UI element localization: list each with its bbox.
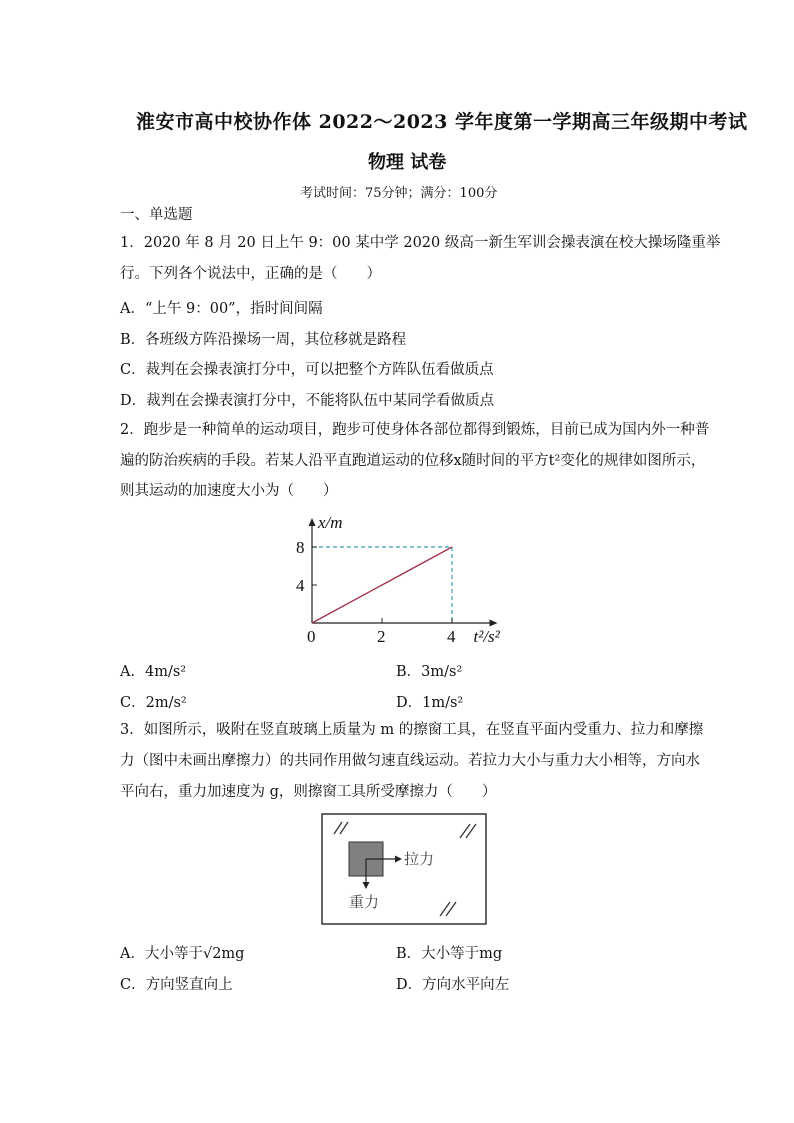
question-3-option-a: A．大小等于√2mg: [120, 946, 245, 962]
question-2-option-c: C．2m/s²: [120, 695, 187, 711]
section-label: 一、单选题: [120, 207, 193, 223]
question-1-line-2: 行。下列各个说法中，正确的是（ ）: [120, 266, 381, 282]
x-axis-arrow: [490, 620, 498, 627]
question-3-option-c: C．方向竖直向上: [120, 977, 233, 993]
question-2-option-b: B．3m/s²: [396, 664, 463, 680]
exam-title: 淮安市高中校协作体 2022～2023 学年度第一学期高三年级期中考试: [136, 111, 748, 133]
x-tick-label: 4: [447, 627, 456, 646]
exam-info: 考试时间：75分钟；满分：100分: [300, 186, 498, 201]
question-3-option-d: D．方向水平向左: [396, 977, 510, 993]
glass-pane: [322, 814, 486, 924]
question-1-option-c: C．裁判在会操表演打分中，可以把整个方阵队伍看做质点: [120, 362, 494, 378]
question-2-option-a: A．4m/s²: [120, 664, 187, 680]
question-2-line-3: 则其运动的加速度大小为（ ）: [120, 483, 338, 499]
y-axis-arrow: [309, 518, 316, 526]
pull-label: 拉力: [404, 852, 435, 868]
gravity-label: 重力: [349, 895, 380, 911]
x-tick-label: 2: [377, 627, 386, 646]
question-3-line-3: 平向右，重力加速度为 g，则擦窗工具所受摩擦力（ ）: [120, 784, 497, 800]
data-line: [312, 547, 452, 623]
x-axis-label: t²/s²: [473, 627, 500, 646]
question-1-option-b: B．各班级方阵沿操场一周，其位移就是路程: [120, 332, 407, 348]
question-3-option-b: B．大小等于mg: [396, 946, 503, 962]
y-tick-label: 4: [296, 576, 305, 595]
window-cleaner-figure: [320, 812, 490, 928]
y-axis-label: x/m: [318, 513, 343, 532]
subject-title: 物理 试卷: [368, 152, 447, 173]
x-tick-label: 0: [307, 627, 316, 646]
question-2-option-d: D．1m/s²: [396, 695, 464, 711]
question-2-line-2: 遍的防治疾病的手段。若某人沿平直跑道运动的位移x随时间的平方t²变化的规律如图所示，: [120, 453, 706, 469]
question-1-line-1: 1．2020 年 8 月 20 日上午 9：00 某中学 2020 级高一新生军训会操表演在校大操场隆重举: [120, 235, 721, 251]
y-tick-label: 8: [296, 538, 305, 557]
question-3-line-2: 力（图中未画出摩擦力）的共同作用做匀速直线运动。若拉力大小与重力大小相等，方向水: [120, 753, 700, 769]
question-3-line-1: 3．如图所示，吸附在竖直玻璃上质量为 m 的擦窗工具，在竖直平面内受重力、拉力和摩擦: [120, 722, 704, 738]
chart-plot-area: [296, 513, 501, 646]
question-1-option-d: D．裁判在会操表演打分中，不能将队伍中某同学看做质点: [120, 393, 495, 409]
question-2-line-1: 2．跑步是一种简单的运动项目，跑步可使身体各部位都得到锻炼，目前已成为国内外一种普: [120, 422, 710, 438]
question-1-option-a: A．“上午 9：00”，指时间间隔: [120, 301, 323, 317]
x-t2-chart: [270, 505, 530, 650]
